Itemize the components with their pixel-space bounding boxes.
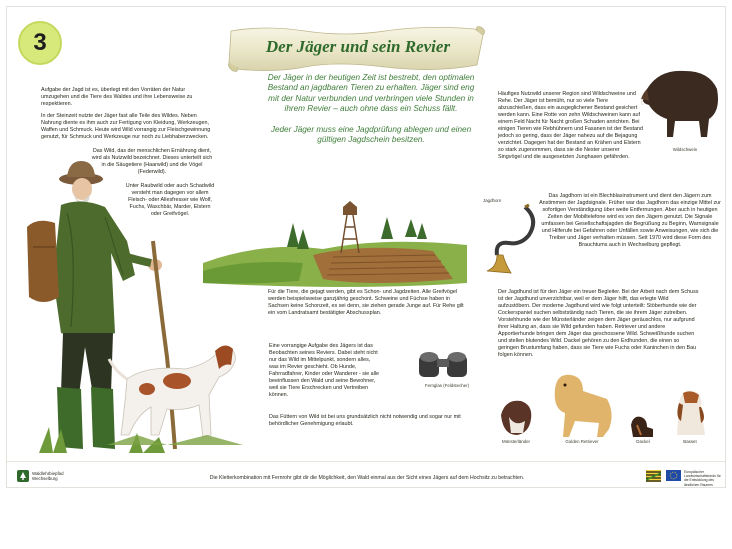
forest-trail-logo-text <box>32 471 64 482</box>
forest-trail-logo-icon <box>17 470 29 482</box>
left-paragraph-3: Das Wild, das der menschlichen Ernährung dient, wird als Nutzwild bezeichnet. Dieses unterteilt sich in die Säugetiere (Haarwild) und die Vögel (Federwild). <box>91 148 213 175</box>
left-paragraph-4: Unter Raubwild oder auch Schadwild versteht man dagegen vor allem Fleisch- oder Allesfresser wie Wolf, Fuchs, Waschbär, Marder, Elstern oder Greifvögel. <box>125 183 215 217</box>
eu-fund-line-2: Landwirtschaftsfonds für <box>684 474 721 479</box>
intro-paragraph-1: Der Jäger in der heutigen Zeit ist bestrebt, den optimalen Bestand an jagdbaren Tieren zu erhalten. Jäger sind eng mit der Natur verbunden und verbringen viele Stunden in ihrem Revier – auch ohne dass ein Schuss fällt. <box>267 73 475 114</box>
eu-fund-line-3: die Entwicklung des <box>684 478 714 483</box>
intro-text <box>265 73 477 155</box>
dog-caption-golden-retriever: Golden Retriever <box>565 439 599 444</box>
intro-paragraph-2: Jeder Jäger muss eine Jagdprüfung ablegen und einen gültigen Jagdschein besitzen. <box>270 124 472 145</box>
middle-paragraph-3: Das Füttern von Wild ist bei uns grundsätzlich nicht notwendig und sogar nur mit behördlicher Genehmigung erlaubt. <box>269 414 461 427</box>
saxony-coat-of-arms-icon <box>646 470 661 482</box>
footer-text: Die Kletterkombination mit Fernrohr gibt dir die Möglichkeit, den Wald einmal aus der Sicht eines Jägers auf dem Hochsitz zu betrachten. <box>209 475 525 481</box>
section-number: 3 <box>33 29 47 56</box>
dachshund-illustration <box>627 411 657 439</box>
eu-fund-line-4: ländlichen Raumes <box>684 482 713 487</box>
landscape-hunting-stand-illustration <box>203 193 467 291</box>
left-paragraph-2: In der Steinzeit nutzte der Jäger fast alle Teile des Wildes. Neben Nahrung diente es ihm auch zur Fertigung von Kleidung, Werkzeugen, Waffen und Schmuck. Heute wird Wild vorrangig zur Fleischgewinnung genutzt, für Schmuck und Werkzeuge nur noch zu Liebhaberzwecken. <box>41 112 211 140</box>
left-paragraph-1: Aufgabe der Jagd ist es, überlegt mit den Vorräten der Natur umzugehen und die Tiere des Waldes und ihre Lebensweise zu respektieren. <box>41 87 193 107</box>
section-number-badge <box>18 21 62 65</box>
wild-boar-illustration <box>639 59 723 141</box>
dog-caption-dachshund: Dackel <box>636 439 650 444</box>
binoculars-illustration <box>415 345 473 381</box>
boar-text: Häufiges Nutzwild unserer Region sind Wildschweine und Rehe. Der Jäger ist bemüht, nur so viele Tiere abzuschießen, dass ein ausgeglichener Bestand gesichert werden kann. Eine Rotte von zehn Wildschweinen kann auf einem Feld Nacht für Nacht großen Schaden anrichten. Bei einigen Tieren wie Rebhühnern und Fasanen ist der Bestand jedoch so gering, dass der Jäger nahezu auf die Bejagung verzichtet. Dagegen hat der Bestand an Krähen und Elstern so stark zugenommen, dass sie die Nester unserer Singvögel und die ausgesetzten Junghasen gefährden. <box>498 91 644 160</box>
boar-caption: Wildschwein <box>672 147 698 152</box>
horn-text: Das Jagdhorn ist ein Blechblasinstrument und dient den Jägern zum Anstimmen der Jagdsignale. Früher war das Jagdhorn das einzige Mittel zur sofortigen Verständigung über weite Entfernungen. Aber auch in heutigen Zeiten der Mobiltelefone wird es von den Jägern genutzt. Die Signale umfassen bei Gesellschaftsjagden die Begrüßung zu Beginn, Warnsignale und Hilferufe bei Gefahren oder Unfällen sowie Anweisungen, wie sich die Treiber und Jäger verhalten müssen. Seit 1970 wird diese Form des Brauchtums auch in Wechselburg gepflegt. <box>539 193 721 248</box>
eu-fund-text <box>684 470 726 487</box>
dog-caption-basset: Basset <box>683 439 697 444</box>
logo-line-1: Waldlehrbiepfad <box>32 471 64 476</box>
eu-flag-icon <box>666 470 681 481</box>
page-title: Der Jäger und sein Revier <box>265 37 451 56</box>
muensterlaender-illustration <box>495 393 537 437</box>
poster <box>6 6 726 488</box>
golden-retriever-illustration <box>545 369 617 439</box>
binoculars-caption: Fernglas (Feldstecher) <box>424 383 470 388</box>
footer <box>7 461 726 488</box>
hunting-horn-illustration <box>485 201 541 277</box>
dog-caption-muensterlaender: Münsterländer <box>501 439 531 444</box>
logo-line-2: Wechselburg <box>32 476 58 482</box>
eu-fund-line-1: Europäischer <box>684 470 704 474</box>
basset-illustration <box>671 387 711 439</box>
pointer-dog-illustration <box>107 335 243 447</box>
left-text-block <box>41 87 213 146</box>
middle-paragraph-1: Für die Tiere, die gejagt werden, gibt es Schon- und Jagdzeiten. Alle Greifvögel werden beispielsweise ganzjährig geschont. Schweine und Füchse haben in Sachsen keine Schonzeit, es sei denn, sie ziehen gerade Junge auf. Für Rehe gilt ein vom Landratsamt bestätigter Abschussplan. <box>268 289 464 316</box>
hunting-dog-text: Der Jagdhund ist für den Jäger ein treuer Begleiter. Bei der Arbeit nach dem Schuss ist der Jagdhund unverzichtbar, weil er dem Jäger hilft, das erlegte Wild aufzustöbern. Der moderne Jagdhund wird wie folgt unterteilt: Stöberhunde wie der Cockerspaniel suchen selbstständig nach Tieren, die sie ihrem Jäger zutreiben. Vorstehhunde wie der Münsterländer zeigen dem Jäger geräuschlos, nur aufgrund ihrer Haltung an, dass sie Wild gefunden haben. Retriever und andere Apportierhunde bringen dem Jäger das geschossene Wild. Schweißhunde suchen und stellen blutendes Wild. Dackel gehören zu den Erdhunden, die einen so geringen Brustumfang haben, dass sie Tiere wie Fuchs oder Kaninchen in den Bau folgen können. <box>498 289 699 358</box>
middle-paragraph-2: Eine vorrangige Aufgabe des Jägers ist das Beobachten seines Reviers. Dabei steht nicht nur das Wild im Mittelpunkt, sondern alles, was im Revier geschieht. Ob Hunde, Fahrradfahrer, Kinder oder Wanderer - sie alle beeinflussen den Wald und seine Bewohner, weil sie Tiere Erschrecken und Vertreiben können. <box>269 343 380 398</box>
horn-label: Jagdhorn <box>483 198 502 203</box>
